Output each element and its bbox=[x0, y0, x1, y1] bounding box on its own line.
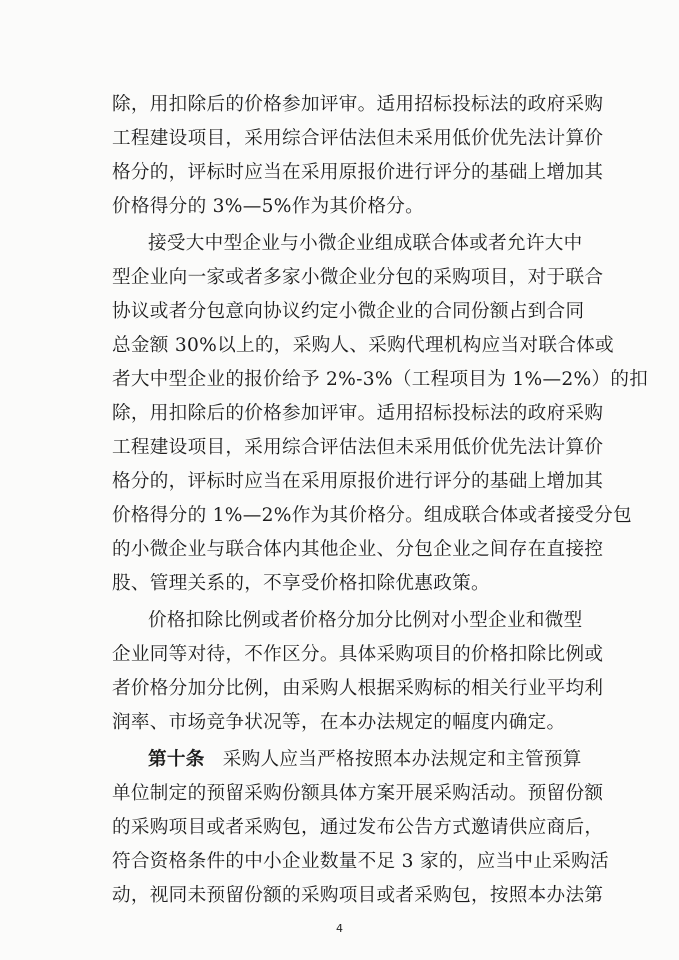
text-line: 格分的，评标时应当在采用原报价进行评分的基础上增加其 bbox=[112, 162, 604, 183]
text-line: 工程建设项目，采用综合评估法但未采用低价优先法计算价 bbox=[112, 437, 604, 458]
text-line: 协议或者分包意向协议约定小微企业的合同份额占到合同 bbox=[112, 301, 585, 322]
text-line: 工程建设项目，采用综合评估法但未采用低价优先法计算价 bbox=[112, 128, 604, 149]
text-line: 的小微企业与联合体内其他企业、分包企业之间存在直接控 bbox=[112, 539, 604, 560]
text-line: 除，用扣除后的价格参加评审。适用招标投标法的政府采购 bbox=[112, 403, 604, 424]
text-line: 润率、市场竞争状况等，在本办法规定的幅度内确定。 bbox=[112, 712, 566, 733]
text-line: 价格得分的 1%—2%作为其价格分。组成联合体或者接受分包 bbox=[112, 505, 632, 526]
text-line: 企业同等对待，不作区分。具体采购项目的价格扣除比例或 bbox=[112, 644, 604, 665]
text-line: 格分的，评标时应当在采用原报价进行评分的基础上增加其 bbox=[112, 471, 604, 492]
text-line: 者大中型企业的报价给予 2%-3%（工程项目为 1%—2%）的扣 bbox=[112, 369, 649, 390]
page-number: 4 bbox=[336, 922, 343, 935]
text-line: 接受大中型企业与小微企业组成联合体或者允许大中 bbox=[148, 233, 583, 254]
text-line: 价格扣除比例或者价格分加分比例对小型企业和微型 bbox=[148, 610, 583, 631]
text-line: 股、管理关系的，不享受价格扣除优惠政策。 bbox=[112, 573, 490, 594]
text-line: 符合资格条件的中小企业数量不足 3 家的，应当中止采购活 bbox=[112, 851, 609, 872]
text-line: 除，用扣除后的价格参加评审。适用招标投标法的政府采购 bbox=[112, 94, 604, 115]
text-line: 型企业向一家或者多家小微企业分包的采购项目，对于联合 bbox=[112, 267, 604, 288]
article-number: 第十条 bbox=[148, 749, 205, 770]
text-line: 价格得分的 3%—5%作为其价格分。 bbox=[112, 196, 425, 217]
text-line: 采购人应当严格按照本办法规定和主管预算 bbox=[222, 749, 582, 770]
text-line: 者价格分加分比例，由采购人根据采购标的相关行业平均利 bbox=[112, 678, 604, 699]
article-heading bbox=[148, 743, 582, 777]
text-line: 动，视同未预留份额的采购项目或者采购包，按照本办法第 bbox=[112, 885, 604, 906]
text-line: 总金额 30%以上的，采购人、采购代理机构应当对联合体或 bbox=[112, 335, 614, 356]
text-line: 的采购项目或者采购包，通过发布公告方式邀请供应商后， bbox=[112, 817, 604, 838]
text-line: 单位制定的预留采购份额具体方案开展采购活动。预留份额 bbox=[112, 783, 604, 804]
